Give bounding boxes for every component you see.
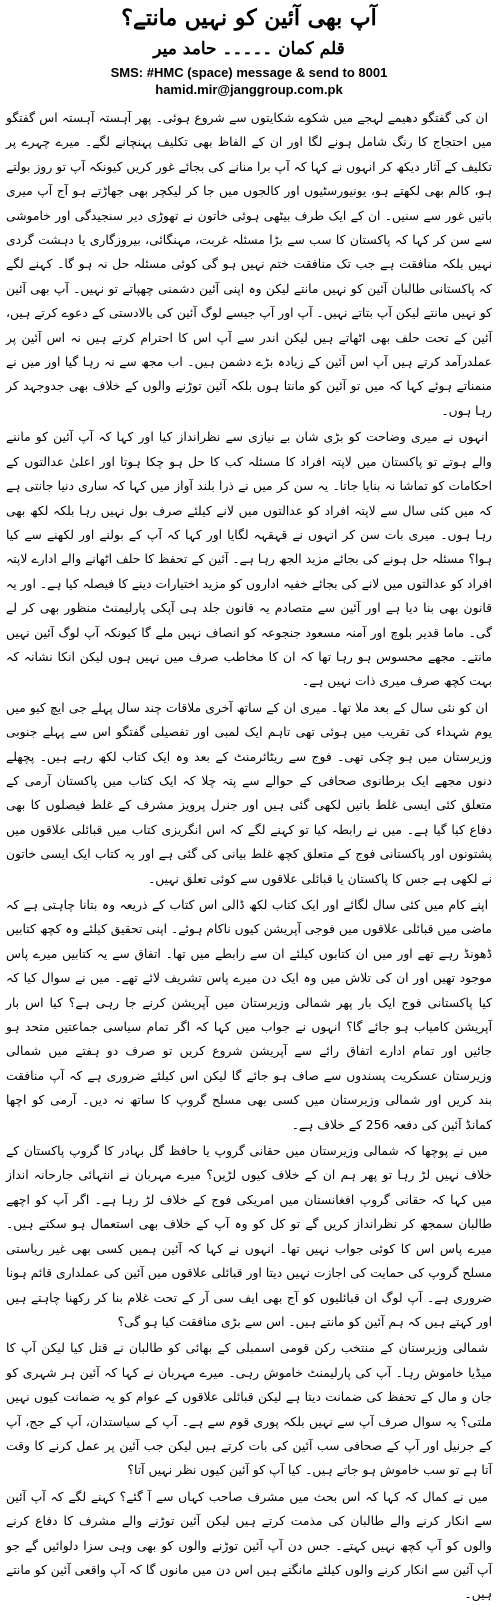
newspaper-column (0, 4, 498, 1602)
column-byline: قلم کمان ۔۔۔۔۔ حامد میر (153, 39, 345, 59)
body-paragraph: ان کی گفتگو دھیمے لہجے میں شکوے شکایتوں سے شروع ہوئی۔ پھر آہستہ آہستہ اس گفتگو میں احتجاج کا رنگ شامل ہونے لگا اور ان کے الفاظ بھی تکلیف پہنچانے لگے۔ میرے چہرے پر تکلیف کے آثار دیکھ کر انہوں نے کہا کہ آپ برا منانے کی بجائے غور کریں کیونکہ آپ تو روز بولتے ہو، کالم بھی لکھتے ہو، یونیورسٹیوں اور کالجوں میں جا کر لیکچر بھی جھاڑتے ہو آج آپ میری باتیں غور سے سنیں۔ ان کے ایک طرف بیٹھی ہوئی خاتون نے تھوڑی دیر سنجیدگی اور خاموشی سے سن کر کہا کہ پاکستان کا سب سے بڑا مسئلہ غربت، مہنگائی، بیروزگاری یا دہشت گردی نہیں بلکہ منافقت ہے جب تک منافقت ختم نہیں ہو گی کوئی مسئلہ حل نہ ہو گا۔ کہنے لگے کہ پاکستانی طالبان آئین کو نہیں مانتے لیکن وہ اپنی آئین دشمنی چھپاتے تو نہیں۔ آپ بھی آئین کو نہیں مانتے لیکن آپ بتاتے نہیں۔ آپ اور آپ جیسے لوگ آئین کی بالادستی کے دعوے کرتے ہیں، آئین کے تحت حلف بھی اٹھاتے ہیں لیکن اندر سے آپ اس کا احترام کرتے ہیں نہ اس آئین پر عملدرآمد کرتے ہیں آپ اس آئین کے زیادہ بڑے دشمن ہیں۔ اب مجھ سے نہ رہا گیا اور میں نے منمناتے ہوئے کہا کہ میں تو آئین کو مانتا ہوں بلکہ آئین توڑنے والوں کے خلاف بھی جدوجہد کر رہا ہوں۔ (6, 111, 492, 418)
author-email: hamid.mir@janggroup.com.pk (155, 82, 343, 97)
body-paragraph: انہوں نے میری وضاحت کو بڑی شان بے نیازی سے نظرانداز کیا اور کہا کہ آپ آئین کو ماننے والے ہوتے تو پاکستان میں لاپتہ افراد کا مسئلہ کب کا حل ہو چکا ہوتا اور اعلیٰ عدالتوں کے احکامات کو تماشا نہ بنایا جاتا۔ یہ سن کر میں نے ذرا بلند آواز میں کہا کہ ساری دنیا جانتی ہے کہ میں کئی سال سے لاپتہ افراد کو عدالتوں میں لانے کیلئے صرف بول نہیں رہا بلکہ لکھ بھی رہا ہوں۔ میری بات سن کر انہوں نے قہقہہ لگایا اور کہا کہ آپ کے بولنے اور لکھنے سے کیا ہوا؟ مسئلہ حل ہونے کی بجائے مزید الجھ رہا ہے۔ آئین کے تحفظ کا حلف اٹھانے والے ادارے لاپتہ افراد کو عدالتوں میں لانے کی بجائے خفیہ اداروں کو مزید اختیارات دینے کا فیصلہ کیا ہے۔ اور یہ قانون بھی بنا دیا ہے اور آئین سے متصادم یہ قانون جلد ہی آپکی پارلیمنٹ منظور بھی کر لے گی۔ ماما قدیر بلوچ اور آمنہ مسعود جنجوعہ کو انصاف نہیں ملے گا کیونکہ آپ لوگ آئین نہیں مانتے۔ مجھے محسوس ہو رہا تھا کہ ان کا مخاطب صرف میں نہیں ہوں لیکن انکا نشانہ کہ بہت کچھ صرف میری ذات نہیں ہے۔ (6, 430, 492, 689)
body-paragraph: اپنے کام میں کئی سال لگائے اور ایک کتاب لکھ ڈالی اس کتاب کے ذریعہ وہ بتانا چاہتی ہے کہ ماضی میں قبائلی علاقوں میں فوجی آپریشن کیوں ناکام ہوئے۔ اپنی تحقیق کیلئے وہ کچھ کتابیں ڈھونڈ رہے تھے اور میں ان کتابوں کیلئے ان سے رابطے میں تھا۔ اتفاق سے یہ کتابیں میرے پاس موجود تھیں اور ان کی تلاش میں وہ ایک دن میرے پاس تشریف لائے تھے۔ میں نے سوال کیا کہ کیا پاکستانی فوج ایک بار پھر شمالی وزیرستان میں آپریشن کرنے جا رہی ہے؟ کیا اس بار آپریشن کامیاب ہو جائے گا؟ انہوں نے جواب میں کہا کہ اگر تمام سیاسی جماعتیں متحد ہو جائیں اور تمام ادارے اتفاق رائے سے آپریشن شروع کریں تو صرف دو ہفتے میں شمالی وزیرستان عسکریت پسندوں سے صاف ہو جائے گا لیکن اس کیلئے ضروری ہے کہ آپ منافقت بند کریں اور شمالی وزیرستان میں کسی بھی مسلح گروپ کا ساتھ نہ دیں۔ آرمی کو اچھا کمانڈ آئین کی دفعہ 256 کے خلاف ہے۔ (6, 898, 492, 1132)
body-paragraph: میں نے پوچھا کہ شمالی وزیرستان میں حقانی گروپ یا حافظ گل بہادر کا گروپ پاکستان کے خلاف نہیں لڑ رہا تو پھر ہم ان کے خلاف کیوں لڑیں؟ میرے مہربان نے انتہائی جارحانہ انداز میں کہا کہ حقانی گروپ افغانستان میں امریکی فوج کے خلاف لڑ رہا ہے۔ اگر آپ کو اچھے طالبان سمجھ کر نظرانداز کریں گے تو کل کو وہ آپ کے خلاف بھی استعمال ہو سکتے ہیں۔ میرے پاس اس کا کوئی جواب نہیں تھا۔ انہوں نے کہا کہ آئین ہمیں کسی بھی غیر ریاستی مسلح گروپ کی حمایت کی اجازت نہیں دیتا اور قبائلی علاقوں میں آئین کی عملداری قائم ہونا ضروری ہے۔ آپ لوگ ان قبائلیوں کو آج بھی ایف سی آر کے تحت غلام بنا کر رکھنا چاہتے ہیں اور کہتے ہیں کہ ہم آئین کو مانتے ہیں۔ اس سے بڑی منافقت کیا ہو گی؟ (6, 1144, 492, 1329)
body-paragraph: شمالی وزیرستان کے منتخب رکن قومی اسمبلی کے بھائی کو طالبان نے قتل کیا لیکن آپ کا میڈیا خاموش رہا۔ آپ کی پارلیمنٹ خاموش رہی۔ میرے مہربان نے کہا کہ آئین ہر شہری کو جان و مال کے تحفظ کی ضمانت دیتا ہے لیکن قبائلی علاقوں کے عوام کو یہ ضمانت کیوں نہیں ملتی؟ یہ سوال صرف آپ سے نہیں بلکہ پوری قوم سے ہے۔ آپ کے سیاستدان، آپ کے جج، آپ کے جرنیل اور آپ کے صحافی سب آئین کی بات کرتے ہیں لیکن جب آئین پر عمل کرنے کا وقت آتا ہے تو سب خاموش ہو جاتے ہیں۔ کیا آپ کو آئین کیوں نظر نہیں آتا؟ (6, 1341, 492, 1478)
body-paragraph: ان کو نئی سال کے بعد ملا تھا۔ میری ان کے ساتھ آخری ملاقات چند سال پہلے جی ایچ کیو میں یوم شہداء کی تقریب میں ہوئی تھی تاہم ایک لمبی اور تفصیلی گفتگو اس سے پہلے جنوبی وزیرستان میں ہو چکی تھی۔ فوج سے ریٹائرمنٹ کے بعد وہ ایک کتاب لکھ رہے ہیں۔ پچھلے دنوں مجھے ایک برطانوی صحافی کے حوالے سے پتہ چلا کہ ایک کتاب میں پاکستان آرمی کے متعلق کئی ایسی غلط باتیں لکھی گئی ہیں اور جنرل پرویز مشرف کے غلط فیصلوں کا بھی دفاع کیا گیا ہے۔ میں نے رابطہ کیا تو کہنے لگے کہ اس انگریزی کتاب میں قبائلی علاقوں میں پشتونوں اور پاکستانی فوج کے متعلق کچھ غلط بیانی کی گئی ہے اور یہ کتاب ایک ایسی خاتون نے لکھی ہے جس کا پاکستان یا قبائلی علاقوں سے کوئی تعلق نہیں۔ (6, 700, 492, 886)
body-paragraph: میں نے کمال کہ کہا کہ اس بحث میں مشرف صاحب کہاں سے آ گئے؟ کہنے لگے کہ آپ آئین سے انکار کرنے والے طالبان کی مذمت کرتے ہیں لیکن آئین توڑنے والے مشرف کا دفاع کرنے والوں کو آپ کچھ نہیں کہتے۔ جس دن آپ آئین توڑنے والوں کو بھی وہی سزا دلوائیں گے جو آپ آئین سے انکار کرنے والوں کیلئے مانگتے ہیں اس دن میں مانوں گا کہ آپ واقعی آئین کو مانتے ہیں۔ (6, 1489, 492, 1602)
column-headline: آپ بھی آئین کو نہیں مانتے؟ (121, 5, 377, 31)
column-body (6, 106, 492, 1607)
sms-instruction: SMS: #HMC (space) message & send to 8001 (110, 65, 388, 80)
